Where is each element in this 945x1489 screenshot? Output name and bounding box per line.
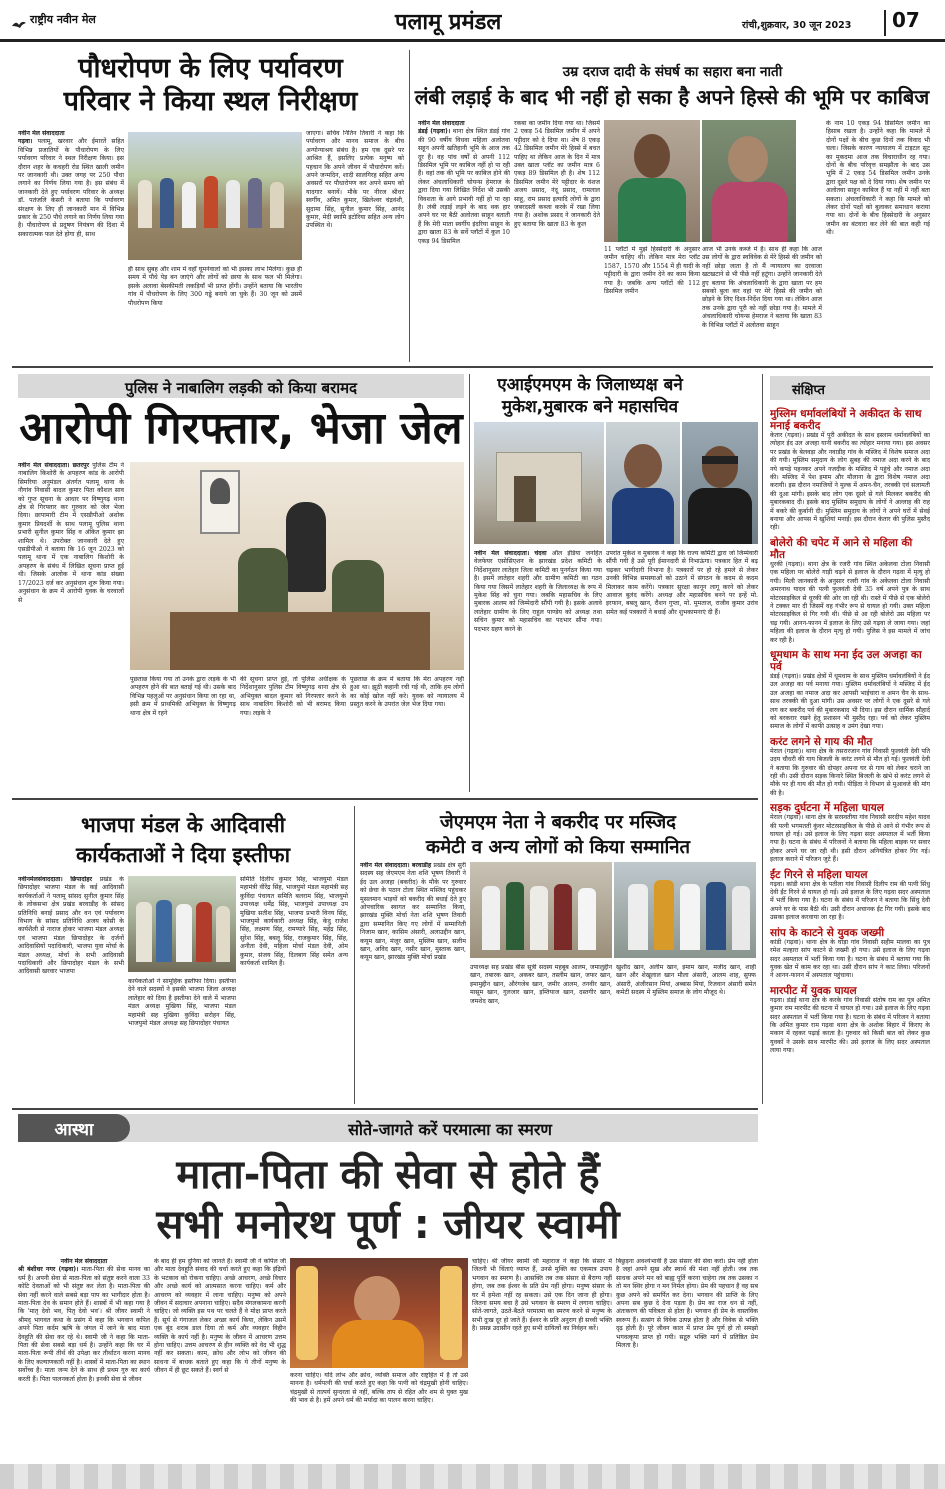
column-divider <box>409 50 410 362</box>
swami-photo <box>290 1258 468 1368</box>
dateline: रांची,शुक्रवार, 30 जून 2023 <box>742 20 852 31</box>
police-press-photo <box>130 462 464 670</box>
headline: भाजपा मंडल के आदिवासी कार्यकताओं ने दिया इस्तीफा <box>75 813 291 867</box>
story-col-1: नवीन मेल संवाददाता। छतरपुर पुलिस टीम ने नाबालिग किशोरी के अपहरण कांड के आरोपी सिमरिया अनुमंडल अंतर्गत पलामू थाना के नौगांव निवासी बादल कुमार पिता कौशल साव को गुप्त सूचना के आधार पर विष्णुगढ़ थाना क्षेत्र से गिरफ्तार कर गुरुवार को जेल भेजा दिया। छापामारी टीम में एसडीपीओ अशोक कुमार प्रियदर्शी के साथ पलामू पुलिस थाना प्रभारी सुनील कुमार सिंह व अंकित कुमार झा शामिल थे। उपरोक्त जानकारी देते हुए एसडीपीओ ने बताया कि 16 जून 2023 को पलामू थाना में एक नाबालिग किशोरी के अपहरण के संबंध में लिखित सूचना प्राप्त हुई थी। जिसके आलोक में थाना कांड संख्या 17/2023 दर्ज कर अनुसंधान शुरू किया गया। अनुसंधान के क्रम में आरोपी युवक के घरवालों से <box>18 462 124 604</box>
brief-item: धूमधाम के साथ मना ईद उल अजहा का पर्व डंडई (गढ़वा)। प्रखंड क्षेत्रों में धूमधाम के साथ मुस्लिम धर्मावलंबियों ने ईद उल अजहा का पर्व मनाया गया। मुस्लिम धर्मावलंबियों ने मस्जिद में ईद उल अजहा का नमाज अदा कर आपसी भाईचारा व अमन चैन के साथ-साथ तरक्की की दुआ मांगी। उस अवसर पर लोगों ने एक दूसरे से गले लग कर बकरीद पर्व की मुबारकबाद भी दिया। इस दौरान धार्मिक सौहार्द को बरकरार रखने हेतु प्रशासन भी मुस्तैद रहा। पर्व को लेकर मुस्लिम समाज के लोगों में काफी उत्साह व उमंग देखा गया। <box>770 648 930 731</box>
story-col-1: नवीनमेलसंवाददाता। छिपादोहर प्रखंड के छिपादोहर भाजपा मंडल के कई आदिवासी कार्यकर्ताओं ने पलामू सांसद सुनील कुमार सिंह के लोकसभा क्षेत्र प्रखंड बरवाडीह के सांसद प्रतिनिधि बनाई प्रसाद और वन एवं पर्यावरण विभाग के सांसद प्रतिनिधि अजय कोसी के कार्यशैली से नाराज होकर भाजपा मंडल अध्यक्ष एवं भाजपा मंडल छिपादोहर के दर्जनों आदिवासियों पदाधिकारी, भाजपा युवा मोर्चा के मंडल अध्यक्ष, मोर्चा के सभी आदिवासी पदाधिकारी और छिपादोहर मंडल के सभी आदिवासी खरवार भाजपा <box>18 876 124 976</box>
page-number: 07 <box>892 8 920 32</box>
page-number-divider <box>884 10 886 36</box>
headline: जेएमएम नेता ने बकरीद पर मस्जिद कमेटी व अन्य लोगों को किया सम्मानित <box>425 812 691 858</box>
story-col-4: पूछताछ के क्रम में बताया कि मेरा अपहरण नहीं हुआ था। झूठी कहानी रची गई थी, ताकि हम लोगों का कोई खोज नहीं करे। युवक को न्यायालय में प्रस्तुत करने के उपरांत जेल भेज दिया गया। <box>350 676 464 709</box>
brief-item: सांप के काटने से युवक जख्मी कांडी (गढ़वा)। थाना क्षेत्र के घोड़ा गांव निवासी सहीम मालवा का पुत्र रमेश मल्हारा सांप काटने से जख्मी हो गया। उसे इलाज के लिए गढ़वा सदर अस्पताल में भर्ती किया गया है। घटना के संबंध में बताया गया कि युवक खेत में काम कर रहा था। उसी दौरान सांप ने काट लिया। परिजनों ने आनन-फानन में अस्पताल पहुंचाया। <box>770 926 930 980</box>
brief-item: सड़क दुर्घटना में महिला घायल मेराल (गढ़वा)। थाना क्षेत्र के सरस्वतीया गांव निवासी सरदीप महेश यादव की पत्नी भगमतती कुंवर मोटरसाइकिल के पीछे से आने से गंभीर रूप से घायल हो गई। उसे इलाज के लिए गढ़वा सदर अस्पताल में भर्ती किया गया है। घटना के संबंध में परिजनों ने बताया कि महिला बाइक पर सवार होकर अपने घर जा रही थी। इसी दौरान अनियंत्रित होकर गिर गई। इलाज कराने में परिजन जुटे हैं। <box>770 802 930 864</box>
brand-logo <box>12 12 96 27</box>
brand-name: राष्ट्रीय नवीन मेल <box>30 13 96 26</box>
kicker: उम्र दराज दादी के संघर्ष का सहारा बना नाती <box>562 64 783 80</box>
story-col-3: समिति दिलीप कुमार सिंह, भाजयुमो मंडल महामंत्री वीरेंद्र सिंह, भाजयुमो मंडल महामंत्री सह कुविंदा पंचायत समिति बलराम सिंह, भाजयुमो उपाध्यक्ष धर्मेंद्र सिंह, भाजयुमो उपाध्यक्ष उप मुखिया सतीश सिंह, भाजपा प्रभारी विनय सिंह, भाजयुमो कार्यकारी अध्यक्ष सिंह, केदु राजेश सिंह, लक्ष्मण सिंह, रामप्यारे सिंह, महेंद्र सिंह, सुरेश सिंह, बबलू सिंह, राजकुमार सिंह, सिंह, अनीता देवी, महिला मोर्चा मंडल देवी, ओम कुमार, संजय सिंह, दिलबाग सिंह समेत अन्य कार्यकर्ता शामिल हैं। <box>240 876 348 968</box>
building-photo <box>474 422 604 544</box>
elderly-woman-photo <box>702 120 796 242</box>
brief-item: मारपीट में युवक घायल गढ़वा। डंडई थाना क्षेत्र के करके गांव निवासी संतोष राम का पुत्र अमित कुमार राम मारपीट की घटना में घायल हो गया। उसे इलाज के लिए गढ़वा सदर अस्पताल में भर्ती किया गया है। घटना के संबंध में परिजन ने बताया कि अमित कुमार राम गढ़वा थाना क्षेत्र के अशोक बिहार में किराए के मकान में रहकर पढ़ाई करता है। गुरुवार को किसी बात को लेकर कुछ युवकों ने उसके साथ मारपीट की। उसे इलाज के लिए सदर अस्पताल लाया गया। <box>770 984 930 1055</box>
section-rule <box>12 798 758 800</box>
brief-item: बोलेरो की चपेट में आने से महिला की मौत धुरकी (गढ़वा)। थाना क्षेत्र के रजरी गांव स्थित अकेलवा टोला निवासी एक महिला पर बोलेरो गाड़ी चढ़ने से इलाज के दौरान गढ़वा में मृत्यु हो गयी। मिली जानकारी के अनुसार रजरी गांव के अकेलवा टोला निवासी अमरनाथ यादव की पत्नी फुलवंती देवी 35 वर्ष अपने पुत्र के साथ मोटरसाइकिल से धुरकी की ओर जा रही थी। रास्ते में पीछे से एक बोलेरो ने टक्कर मार दी जिसमें वह गंभीर रूप से घायल हो गयी। उक्त महिला मोटरसाइकिल से गिर गयी थी। पीछे से आ रही बोलेरो उस महिला पर चढ़ गयी। आनन-फानन में इलाज के लिए उसे गढ़वा ले जाया गया। जहां महिला की इलाज के दौरान मृत्यु हो गयी। पुलिस ने इस मामले में जांच कर रही है। <box>770 536 930 644</box>
story-col-3: 11 प्लॉटों में मुझे हिस्सेदारी के अनुसार जमीन चाहिए थी। लेकिन मात्र मेरा प्लॉट 1587, 1570 और 1554 में ही यादी के पट्टीदारी के द्वारा जमीन देने का काम किया गया है। जबकि अन्य प्लॉटों की 112 डिसमिल जमीन <box>604 246 700 296</box>
briefs-title: संक्षिप्त <box>792 383 825 398</box>
story-col-2: कार्यकर्ताओं ने सामूहिक इस्तीफा दिया। इस्तीफा देने वाले सदस्यों ने इसकी भाजपा जिला अध्यक्ष लातेहार को दिया है इस्तीफा देने वाले में भाजपा मंडल अध्यक्ष मुखिया सिंह, भाजपा मंडल महामंत्री सह मुखिया कुविंदा सरोहन सिंह, भाजयुमो मंडल अध्यक्ष सह छिपादोहर पंचायत <box>128 978 236 1028</box>
story-col-5: के नाम 10 एकड़ 94 डिसमिल जमीन का हिसाब रखता है। उन्होंने कहा कि मामले में दोनों पक्षों के बीच कुछ दिनों तक विवाद भी चला। जिसके कारण न्यायालय में टाइटल सूट का मुकदमा आज तक विचाराधीन रह गया। दोनों के बीच परिवृत्त समझौता के बाद उस भूमि में 2 एकड़ 54 डिसमिल जमीन उनके द्वारा दूसरे पक्ष को दे दिया गया। शेष जमीन पर अलोतवा साहून काबिज हैं या नहीं में नहीं बता सकता। अंचलाधिकारी ने कहा कि मामले को लेकर दोनों पक्षों को बुलाकर समाधान कराया गया था। दोनों के बीच हिस्सेदारी के अनुसार जमीन का बंटवारा कर लेने की बात कही गई थी। <box>826 120 930 237</box>
brief-item: ईंट गिरने से महिला घायल गढ़वा। कांडी थाना क्षेत्र के पतीला गांव निवासी दिलीप राम की पत्नी सिंधु देवी ईंट गिरने से घायल हो गई। उसे इलाज के लिए गढ़वा सदर अस्पताल में भर्ती किया गया है। घटना के संबंध में परिजन ने बताया कि सिंधु देवी अपने घर के पास बैठी थी। उसी दौरान अचानक ईंट गिर गयी। इसके बाद उसका इलाज करवाया जा रहा है। <box>770 868 930 922</box>
kicker: पुलिस ने नाबालिग लड़की को किया बरामद <box>124 379 358 397</box>
story-col-4: चाहिए। श्री जीयर स्वामी जी महाराज ने कहा कि संसार में जितनी भी चिंताएं व्याप्त हैं, उनसे मुक्ति का एकमात्र उपाय भगवान का स्मरण है। आसक्ति तब तक संसार से बैराग्य नहीं होगा, जब तक ईश्वर के प्रति प्रेम नहीं होगा। मनुष्य संसार के घर में हमेशा नहीं रह सकता। उसे एक दिन जाना ही होगा। जितना समय बचा है उसे भगवान के स्मरण में लगाना चाहिए। सोते-जागते, उठते-बैठते परमात्मा का स्मरण करने से मनुष्य के सभी दुःख दूर हो जाते हैं। ईश्वर के प्रति अनुराग ही सच्ची भक्ति है। प्रसन्न उदासीन रहते हुए सभी दायित्वों का निर्वहन करें। <box>472 1258 612 1333</box>
mukesh-portrait-photo <box>606 422 680 544</box>
briefs-list <box>770 404 930 1458</box>
story-col-3: खुर्शीद खान, अलीम खान, इमाम खान, मजीद खान, शाही खान और शेखूलाल खान मौला अंसारी, आलम शाह, सुफ्फ अंसारी, अंजीरसान मियां, अब्बास मियां, रिजवान अंसारी समेत कमेटी सदस्य में मुस्लिम समाज के लोग मौजूद थे। <box>616 964 756 997</box>
felicitation-photo-1 <box>470 862 612 958</box>
story-col-5: बिछुड़ना अवश्यंभावी है उस संसार की सेवा करो। प्रेम नहीं होता है जहां अपने सुख और स्वार्थ की मंशा नहीं होती। जब तक साधक अपने मन को बाह्य पूर्ति करना चाहेगा तब तक उसका न तो मन स्थिर होगा न मन निर्मल होगा। प्रेम की पहचान है वह सब कुछ अपने को समर्पित कर देना। भगवान की प्राप्ति के लिए अपना सब कुछ दे देना पड़ता है। प्रेम का राज धन से नहीं, अंतःकरण की पवित्रता से होता है। भगवान ही प्रेम के वास्तविक स्वरूप हैं। सत्संग से विवेक उत्पन्न होता है और विवेक से भक्ति दृढ़ होती है। पूरे जीवन काल में प्राप्त प्रेम पूर्ण हो तो समझो भगवत्कृपा प्राप्त हो गयी। सद्गुरु भक्ति मार्ग में प्रतिष्ठित प्रेम मिलता है। <box>616 1258 758 1350</box>
brief-item: मुस्लिम धर्मावलंबियों ने अकीदत के साथ मनाई बकरीद केतार (गढ़वा)। प्रखंड में पूरी अकीदत के साथ इस्लाम धर्मावलंबियों का त्योहार ईद उल अजहा यानी बकरीद का त्योहार मनाया गया। इस अवसर पर प्रखंड के बेलवड़ा और नवाडीह गांव के मस्जिद में विशेष समाज अदा की गयी। मुस्लिम समुदाय के लोग सुबह की नमाज अदा करने के बाद नये कपड़े पहनकर अपने नजदीक के मस्जिद में पहुंचे और नमाज अदा की। मस्जिद में पेश इमाम और मौलाना के द्वारा विशेष नमाज अदा करायी। इस दौरान नमाजियों ने मुल्क में अमन-चैन, तरक्की एवं सलामती की दुआ मांगी। इसके बाद लोग एक दूसरे से गले मिलकर बकरीद की मुबारकबाद दी। इसके बाद मुस्लिम समुदाय के लोगों ने अल्लाह की राह में बकरे की कुर्बानी दी। मुस्लिम समुदाय के लोगों ने अपने घरों में सेवई बनाया और आपस में खुशियां मनाईं। इस दौरान केतार की पुलिस मुस्तैद रही। <box>770 408 930 532</box>
section-rule <box>12 366 933 368</box>
bird-logo-icon <box>12 15 26 25</box>
man-portrait-photo <box>604 120 700 242</box>
headline: पौधरोपण के लिए पर्यावरण परिवार ने किया स्थल निरीक्षण <box>63 53 358 117</box>
headline: लंबी लड़ाई के बाद भी नहीं हो सका है अपने हिस्से की भूमि पर काबिज <box>414 85 930 109</box>
section-title: पलामू प्रमंडल <box>395 10 502 35</box>
felicitation-photo-2 <box>614 862 756 958</box>
story-col-2: उपाध्यक्ष सह प्रखंड बीस सूत्री सदस्य महबूब आलम, जमालुद्दीन खान, तबारक खान, अकबर खान, तस्लीम खान, जफर खान, इमामुद्दीन खान, औरंगजेब खान, जमीर आलम, तनवीर खान, मासूम खान, गुलजार खान, इम्तियाज खान, दस्तगीर खान, जमशेद खान, <box>470 964 612 1005</box>
story-col-1: नवीन मेल संवाददाता। चंदवा ऑल इंडिया जनहित वेलफेयर एसोसिएशन के झारखंड प्रदेश कमिटी के निर्देशानुसार लातेहार जिला कमिटी का पुनर्गठन किया गया है। इसमें लातेहार शहरी और ग्रामीण कमिटी का गठन किया गया जिसमें लातेहार शहरी के जिलाध्यक्ष के रूप में मुकेश सिंह को चुना गया। जबकि महासचिव के लिए मुबारक आलम को जिम्मेदारी सौंपी गयी है। इसके अलावे लातेहार ग्रामीण के लिए राहुल पाण्डेय को अध्यक्ष तथा सचिन कुमार को महासचिव का पदभार सौंपा गया। पदभार ग्रहण करने के <box>474 550 602 633</box>
story-col-2: उपरांत मुकेश व मुबारक ने कहा कि राज्य कमिटी द्वारा जो जिम्मेवारी सौंपी गयी है उसे पूरी ईमानदारी से निभाऊंगा। पत्रकार हित में बढ़ चढ़कर भागीदारी निभाना है। पत्रकारों पर हो रहे हमले से लेकर उनकी विभिन्न समस्याओं को उठाने में संगठन के कदम से कदम मिलाकर काम करेंगे। पत्रकार सुरक्षा कानून लागू करने को लेकर आवाज बुलंद करेंगे। अध्यक्ष और महासचिव बनने पर इन्हें मो. इरफान, बबलू खान, रौशन गुप्ता, मो. मुमताज, राजीव कुमार उरांव समेत कई पत्रकारों ने बधाई और शुभकामनाएं दी हैं। <box>606 550 758 616</box>
column-divider <box>762 374 763 1104</box>
kicker: सोते-जागते करें परमात्मा का स्मरण <box>348 1120 552 1139</box>
story-col-3: की सूचना प्राप्त हुई, तो पुलिस अधीक्षक के निर्देशानुसार पुलिस टीम विष्णुगढ़ थाना क्षेत्र से अभियुक्त बादल कुमार को गिरफ्तार करने के साथ नाबालिग किशोरी को भी बरामद किया गया। लड़के ने <box>240 676 346 717</box>
brief-item: करंट लगने से गाय की मौत मेराल (गढ़वा)। थाना क्षेत्र के तसरारजान गांव निवासी फुलवंती देवी पति उदय चौधरी की गाय बिजली के करंट लगने से मौत हो गई। फुलवंती देवी ने बताया कि गुरुवार की दोपहर अपना घर से गाय को लेकर चराने जा रही थी। उसी दौरान सड़क किनारे स्थित बिजली के खंभे से करंट लगने से मौके पर ही गाय की मौत हो गयी। पीड़िता ने विभाग से मुआवजे की मांग की है। <box>770 735 930 797</box>
story-col-2: रकबा का जमीन दिया गया था। जिसमें 2 एकड़ 54 डिसमिल जमीन में अपने पट्टीदार को दे दिया था। शेष 8 एकड़ 42 डिसमिल जमीन मेरे हिस्से में बचत पाहिए था लेकिन आज के दिन में मात्र उक्त खाता प्लॉट का जमीन मात्र 6 एकड़ 89 डिसमिल ही है। शेष 112 डिसमिल जमीन मेरे पट्टीदार के वंशज अजय प्रसाद, नंदू प्रसाद, रामलाल साहू, राम प्रसाद इत्यादि लोगों के द्वारा जबरदस्ती कब्जा करके में रखा लिया गया है। अशोक प्रसाद ने जानकारी देते हुए बताया कि खाता 83 के कुल <box>514 120 600 228</box>
masthead-bar <box>0 0 945 42</box>
column-divider <box>469 374 470 792</box>
story-col-1: नवीन मेल संवाददाता। बरवाडीह प्रखंड क्षेत्र सुरी सदस्य सह जेएमएम नेता शशि भूषण तिवारी ने ईद उल अजहा (बकरीद) के मौके पर गुरुवार को छेचा के पठान टोला स्थित मस्जिद पहुंचकर मुसलमान भाइयों को बकरीद की बधाई देते हुए ओपचारिक स्वागत कर सम्मानित किया, झारखंड मुक्ति मोर्चा नेता शशि भूषण तिवारी द्वारा सम्मानित किए गए लोगों में सम्मानिती निजाम खान, कासिम अंसारी, अलाउद्दीन खान, कयूम खान, मंजूर खान, मुस्लिम खान, सलीम खान, अविद खान, नसीर खान, मुस्ताक खान, कयूम खान, झारखंड मुक्ति मोर्चा प्रखंड <box>360 862 466 962</box>
plantation-photo <box>128 132 302 260</box>
story-col-3: करना चाहिए। यदि लोभ और क्रोध, व्यक्ति समाज और राष्ट्रहित में है तो उसे मानना है। धर्मपत्नी की चर्चा करते हुए कहा कि पत्नी को चंद्रमुखी होनी चाहिए। चंद्रमुखी से तात्पर्य सुन्दरता से नहीं, बल्कि ताप से रहित और शम से युक्त मुख की भाव से है। हमें अपने धर्म की मर्यादा का पालन करना चाहिए। <box>290 1372 468 1405</box>
footer-stripe <box>0 1464 945 1489</box>
story-col-2: पूछताछ किया गया तो उनके द्वारा लड़के के भी अपहरण होने की बात बताई गई थी। उसके बाद विभिन्न पहलुओं पर अनुसंधान किया जा रहा था, इसी क्रम में प्राथमिकी अभियुक्त के विष्णुगढ़ थाना क्षेत्र में रहने <box>130 676 236 717</box>
story-col-3: जाएगा। सचिव नितिन तिवारी ने कहा कि पर्यावरण और मानव समाज के बीच अन्योन्याश्रय संबंध है। हम एक दूसरे पर आश्रित हैं, इसलिए प्रत्येक मनुष्य को पहचान कि अपने जीवन में पौधारोपण करें। अपने जन्मदिन, शादी सालगिरह सहित अन्य अवसरों पर पौधारोपण कर अपने समय को यादगार बनायें। मौके पर नीरज श्रीधर स्वर्गीय, अमित कुमार, खिलेश्वर चंद्रवंशी, सुदामा सिंह, सुनील कुमार सिंह, आनंद कुमार, मेदी स्वामि इटोरिया सहित अन्य लोग उपस्थित थे। <box>306 130 404 230</box>
column-divider <box>354 806 355 1104</box>
story-col-2: के बाद ही हम दुनिया को जानते हैं। स्वामी जी ने कपिल जी और माता देवहूति संवाद की चर्चा करते हुए कहा कि इंद्रियों के भटकाव को रोकना चाहिए। अच्छे आचरण, अच्छे विचार और अच्छे कार्य को आत्मसात करना चाहिए। कर्म और आचरण को व्यवहार में लाना चाहिए। मनुष्य को अपने जीवन में सदाचार अपनाना चाहिए। सदैव मंगलकामना करनी चाहिए। जो व्यक्ति इस पथ पर चलते हैं वे मोक्ष प्राप्त करते हैं। सूर्य से गंगाजल लेकर अच्छा कार्य किया, लेकिन उसमें एक बूंद शराब डाल दिया तो कर्म और व्यवहार विहीन व्यक्ति के कार्य नहीं है। मनुष्य के जीवन में आचरण उत्तम होना चाहिए। उत्तम आचरण से हीन व्यक्ति को वेद भी शुद्ध नहीं कर सकता। काम, क्रोध और लोभ को जीवन की साधना में बाधक बताते हुए कहा कि ये तीनों मनुष्य के जीवन में ही छूट सकते हैं। स्वर्ग से <box>154 1258 286 1375</box>
story-col-1: नवीन मेल संवाददाता डंडई (गढ़वा)। थाना क्षेत्र स्थित डंडई गांव की 90 वर्षीय विधवा महिला अलोतवा सहून अपनी खतिहानी भूमि के आज तक दूर है। वह पांच वर्षों से अपनी 112 डिसमिल भूमि पर काबिज नहीं हो पा रही हैं। वहां तक की भूमि पर काबिज होने की लेकर अंचलाधिकारी चोयन्स हेमराज के द्वारा दिया गया लिखित निर्देश भी उसकी विवशता के आगे प्रभावी नहीं हो पा रहा है। लंबी लड़ाई लड़ने के बाद थक हार अपने घर पर बैठी अलोतवा साहून बताती हैं कि मेरी माता स्वर्गीय इंदरिया साहून के द्वारा खाता 83 के सर्वे प्लॉटों में कुल 10 एकड़ 94 डिसमिल <box>418 120 510 245</box>
story-col-1: नवीन मेल संवाददाता श्री बंशीधर नगर (गढ़वा)। माता-पिता की सेवा मानव का धर्म है। अपनी सेवा से माता-पिता को संतुष्ट करने वाला 33 कोटि देवताओं को भी संतुष्ट कर लेता है। माता-पिता की सेवा नहीं करने वाले सबसे बड़ा पाप का भागीदार होता है। माता-पिता देव के समान होते हैं। शास्त्रों में भी कहा गया है कि 'मातृ देवो भव, पितृ देवो भव'। श्री जीयर स्वामी ने श्रीमद् भागवत कथा के प्रसंग में कहा कि भगवान कपिल अपने पिता कर्दम ऋषि के जंगल में जाने के बाद माता देवहूति की सेवा कर रहे थे। स्वामी जी ने कहा कि माता-पिता की सेवा सबसे बड़ा धर्म है। उन्होंने कहा कि घर में माता-पिता रूपी तीर्थ की उपेक्षा कर तीर्थाटन करना मानव के लिए कल्याणकारी नहीं है। शास्त्रों में माता-पिता का स्थान सर्वोच्च है। माता जन्म देने के साथ ही प्रथम गुरु का कार्य करती हैं। पिता पालनकर्ता होता है। इनकी सेवा से जीवन <box>18 1258 150 1383</box>
section-rule <box>12 1108 758 1110</box>
headline: एआईएमएम के जिलाध्यक्ष बने मुकेश,मुबारक बने महासचिव <box>497 375 683 417</box>
workers-group-photo <box>128 876 236 972</box>
mubarak-portrait-photo <box>682 422 758 544</box>
story-col-2: ही साथ सुबह और शाम में वहाँ घूमनेवालों को भी इसका लाभ मिलेगा। कुछ ही समय में पौधे पेड़ बन जाएंगे और लोगों को छाया के साथ फल भी मिलेगा। इसके अलावा बेसकीमती लकड़ियाँ भी प्राप्त होंगी। उन्होंने बताया कि भारतीय गांव में पौधरोपण के लिए 300 गड्ढे बनाये जा चुके हैं। 30 जून को उसमें पौधरोपण किया <box>128 266 302 307</box>
headline: आरोपी गिरफ्तार, भेजा जेल <box>19 403 463 454</box>
headline: माता-पिता की सेवा से होते हैं सभी मनोरथ पूर्ण : जीयर स्वामी <box>156 1152 620 1248</box>
category-tag-label: आस्था <box>54 1120 94 1140</box>
story-col-1: नवीन मेल संवाददाता गढ़वा। पलामू, खरवार और ईमारतें सहित विभिन्न प्रजातियों के पौधारोपण के लिए पर्यावरण परिवार ने स्थल निरीक्षण किया। इस दौरान शहर के कचहरी रोड स्थित खाली जमीन पर जानकारी थी। उक्त जगह पर 250 पौधा लगाने का निर्णय लिया गया है। इस संबंध में जानकारी देते हुए पर्यावरण परिवार के अध्यक्ष डॉ. पतंजलि केसरी ने बताया कि पर्यावरण संरक्षण के लिए हीं जानकारी मान में विभिन्न प्रकार के 250 पौधे लगाने का निर्णय लिया गया है। पौधारोपण से प्रदूषण नियंत्रण की दिशा में सकारात्मक फल देते होगा ही, साथ <box>18 130 124 238</box>
story-col-4: आज भी उनके कब्जे में है। साथ ही कहा कि आज उस लोगों के द्वारा स्वविवेक से मेरे हिस्से की जमीन को नहीं छोड़ा जाता है तो मैं न्यायालय का दरवाजा खटखटाने से भी पीछे नहीं हटूंगा। उन्होंने जानकारी देते हुए बताया कि अंचलाधिकारी के द्वारा खाता पर हम सबको बुला कर वहां पर मेरे हिस्से की जमीन को छोड़ने के लिए दिशा-निर्देश दिया गया था। लेकिन आज तक उनके द्वारा पूरी को नहीं छोड़ा गया है। मामले में अंचलाधिकारी चोयन्स हेमराज ने बताया कि खाता 83 के विभिन्न प्लॉटों में अलोतवा साहून <box>702 246 822 329</box>
